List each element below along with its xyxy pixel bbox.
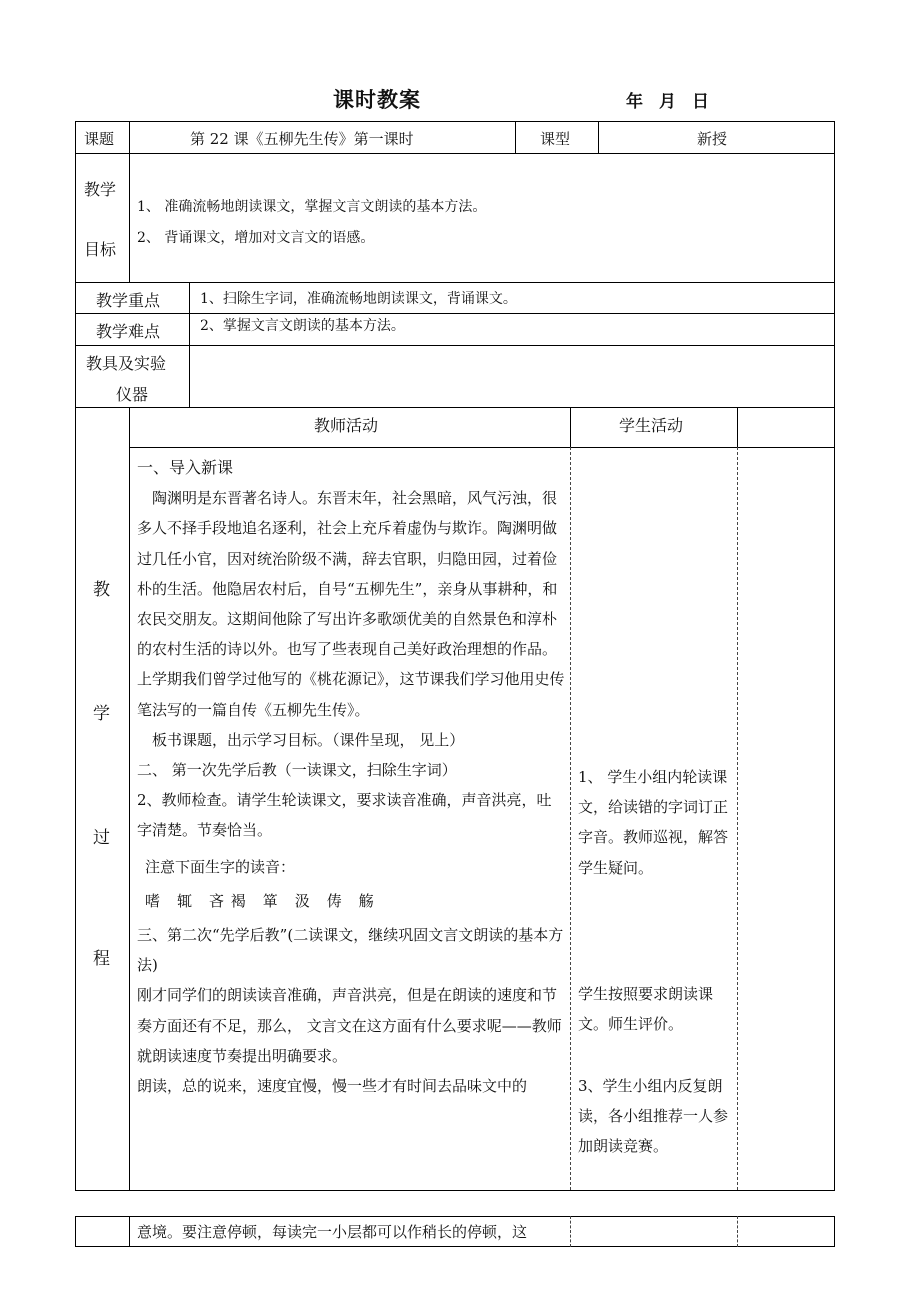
process-side-label: 过 bbox=[93, 828, 110, 848]
table-dashed-rule bbox=[737, 447, 738, 1190]
teacher-activity-header: 教师活动 bbox=[314, 416, 379, 435]
table-rule bbox=[129, 1216, 130, 1247]
table-rule bbox=[737, 407, 738, 447]
teacher-paragraph: 板书课题，出示学习目标。（课件呈现， 见上） bbox=[152, 730, 465, 749]
table-border-right bbox=[834, 121, 835, 1191]
goal-label-line2: 目标 bbox=[84, 240, 117, 259]
table-rule bbox=[129, 153, 130, 282]
vocabulary-list: 嗜 辄 吝 褐 箪 汲 俦 觞 bbox=[145, 891, 375, 910]
teacher-paragraph: 注意下面生字的读音： bbox=[145, 857, 296, 876]
process-side-label: 程 bbox=[93, 949, 110, 969]
teacher-paragraph: 朗读，总的说来，速度宜慢，慢一些才有时间去品味文中的 bbox=[137, 1077, 528, 1096]
student-activity-item: 学生按照要求朗读课文。师生评价。 bbox=[578, 985, 714, 1034]
key-point-value: 1、扫除生字词，准确流畅地朗读课文，背诵课文。 bbox=[200, 291, 517, 307]
date-month: 月 bbox=[659, 92, 676, 112]
student-activity-header: 学生活动 bbox=[619, 416, 684, 435]
table-border-top bbox=[75, 121, 835, 122]
type-label: 课型 bbox=[540, 130, 571, 148]
student-activity-item: 3、学生小组内反复朗读，各小组推荐一人参加朗读竞赛。 bbox=[578, 1077, 729, 1156]
process-side-label: 学 bbox=[93, 704, 110, 724]
teacher-paragraph: 陶渊明是东晋著名诗人。东晋末年，社会黑暗，风气污浊，很多人不择手段地追名逐利，社会上充斥着虚伪与欺诈。陶渊明做过几任小官，因对统治阶级不满，辞去官职，归隐田园，过着俭朴的生活。他隐居农村后，自号“五柳先生”，亲身从事耕种，和农民交朋友。这期间他除了写出许多歌颂优美的自然景色和淳朴的农村生活的诗以外。也写了些表现自己美好政治理想的作品。上学期我们曾学过他写的《桃花源记》，这节课我们学习他用史传笔法写的一篇自传《五柳先生传》。 bbox=[137, 489, 565, 719]
goal-item-2: 2、 背诵课文，增加对文言文的语感。 bbox=[137, 230, 375, 246]
table-border-bottom bbox=[75, 1190, 835, 1191]
topic-value: 第 22 课《五柳先生传》第一课时 bbox=[190, 130, 414, 148]
table-rule bbox=[515, 121, 516, 153]
continuation-border-top bbox=[75, 1216, 835, 1217]
difficulty-label: 教学难点 bbox=[96, 322, 161, 341]
section-heading: 二、 第一次先学后教（一读课文，扫除生字词） bbox=[137, 761, 457, 780]
student-activity-item: 1、 学生小组内轮读课文，给读错的字词订正字音。教师巡视，解答学生疑问。 bbox=[578, 768, 729, 877]
table-border-left bbox=[75, 121, 76, 1191]
table-dashed-rule bbox=[737, 1216, 738, 1247]
section-heading: 一、导入新课 bbox=[137, 458, 234, 477]
continuation-text: 意境。要注意停顿，每读完一小层都可以作稍长的停顿，这 bbox=[137, 1223, 528, 1241]
table-rule bbox=[598, 121, 599, 153]
table-rule bbox=[129, 407, 130, 1190]
goal-item-1: 1、 准确流畅地朗读课文，掌握文言文朗读的基本方法。 bbox=[137, 199, 487, 215]
continuation-border-bottom bbox=[75, 1246, 835, 1247]
teacher-paragraph: 2、教师检查。请学生轮读课文，要求读音准确，声音洪亮，吐字清楚。节奏恰当。 bbox=[137, 791, 552, 840]
process-side-label: 教 bbox=[93, 580, 110, 600]
table-rule bbox=[75, 407, 835, 408]
table-rule bbox=[129, 121, 130, 153]
page-title: 课时教案 bbox=[333, 87, 421, 112]
date-day: 日 bbox=[692, 92, 709, 112]
tools-label-line1: 教具及实验 bbox=[86, 354, 167, 373]
table-rule bbox=[834, 1216, 835, 1247]
tools-label-line2: 仪器 bbox=[116, 385, 149, 404]
difficulty-value: 2、掌握文言文朗读的基本方法。 bbox=[200, 318, 405, 334]
table-rule bbox=[75, 1216, 76, 1247]
table-rule bbox=[189, 282, 190, 407]
table-rule bbox=[570, 407, 571, 447]
teacher-activity-content bbox=[137, 453, 565, 1101]
section-heading: 三、第二次“先学后教”(二读课文，继续巩固文言文朗读的基本方法) bbox=[137, 926, 564, 975]
table-rule bbox=[129, 447, 835, 448]
table-dashed-rule bbox=[570, 1216, 571, 1247]
table-rule bbox=[75, 153, 835, 154]
date-field bbox=[626, 87, 725, 112]
key-point-label: 教学重点 bbox=[96, 291, 161, 310]
topic-label: 课题 bbox=[84, 130, 115, 148]
goal-label-line1: 教学 bbox=[84, 180, 117, 199]
teacher-paragraph: 刚才同学们的朗读读音准确，声音洪亮，但是在朗读的速度和节奏方面还有不足，那么， 文言文在这方面有什么要求呢——教师就朗读速度节奏提出明确要求。 bbox=[137, 986, 562, 1065]
date-year: 年 bbox=[626, 92, 643, 112]
table-dashed-rule bbox=[570, 447, 571, 1190]
type-value: 新授 bbox=[697, 130, 728, 148]
